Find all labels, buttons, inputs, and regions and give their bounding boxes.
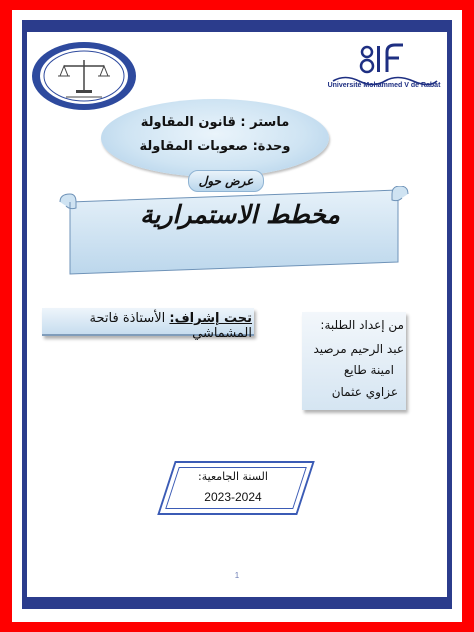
student-name: عبد الرحيم مرصيد [313,342,404,356]
supervisor-lead: تحت إشراف: [169,311,252,326]
page-border-top [22,20,452,32]
program-line: ماستر : قانون المقاولة [140,115,290,130]
academic-year-value: 2023-2024 [204,490,262,504]
academic-year-label: السنة الجامعية: [198,470,268,483]
university-logo [325,40,443,98]
faculty-seal-logo [30,40,138,112]
student-name: عزاوي عثمان [331,385,398,399]
page-border-left [22,20,27,609]
page-border-bottom [22,597,452,609]
program-ellipse [101,99,329,177]
presentation-tag: عرض حول [188,170,264,192]
page-number: 1 [234,571,240,580]
university-name: Université Mohammed V de Rabat [327,82,441,89]
module-line: وحدة: صعوبات المقاولة [139,139,291,154]
students-heading: من إعداد الطلبة: [320,318,404,332]
supervisor-line [48,311,252,341]
presentation-title: مخطط الاستمرارية [140,200,340,229]
page-border-right [447,20,452,609]
student-name: امينة طايع [343,363,394,377]
supervisor-name: الأستاذة فاتحة المشماشي [89,311,252,341]
